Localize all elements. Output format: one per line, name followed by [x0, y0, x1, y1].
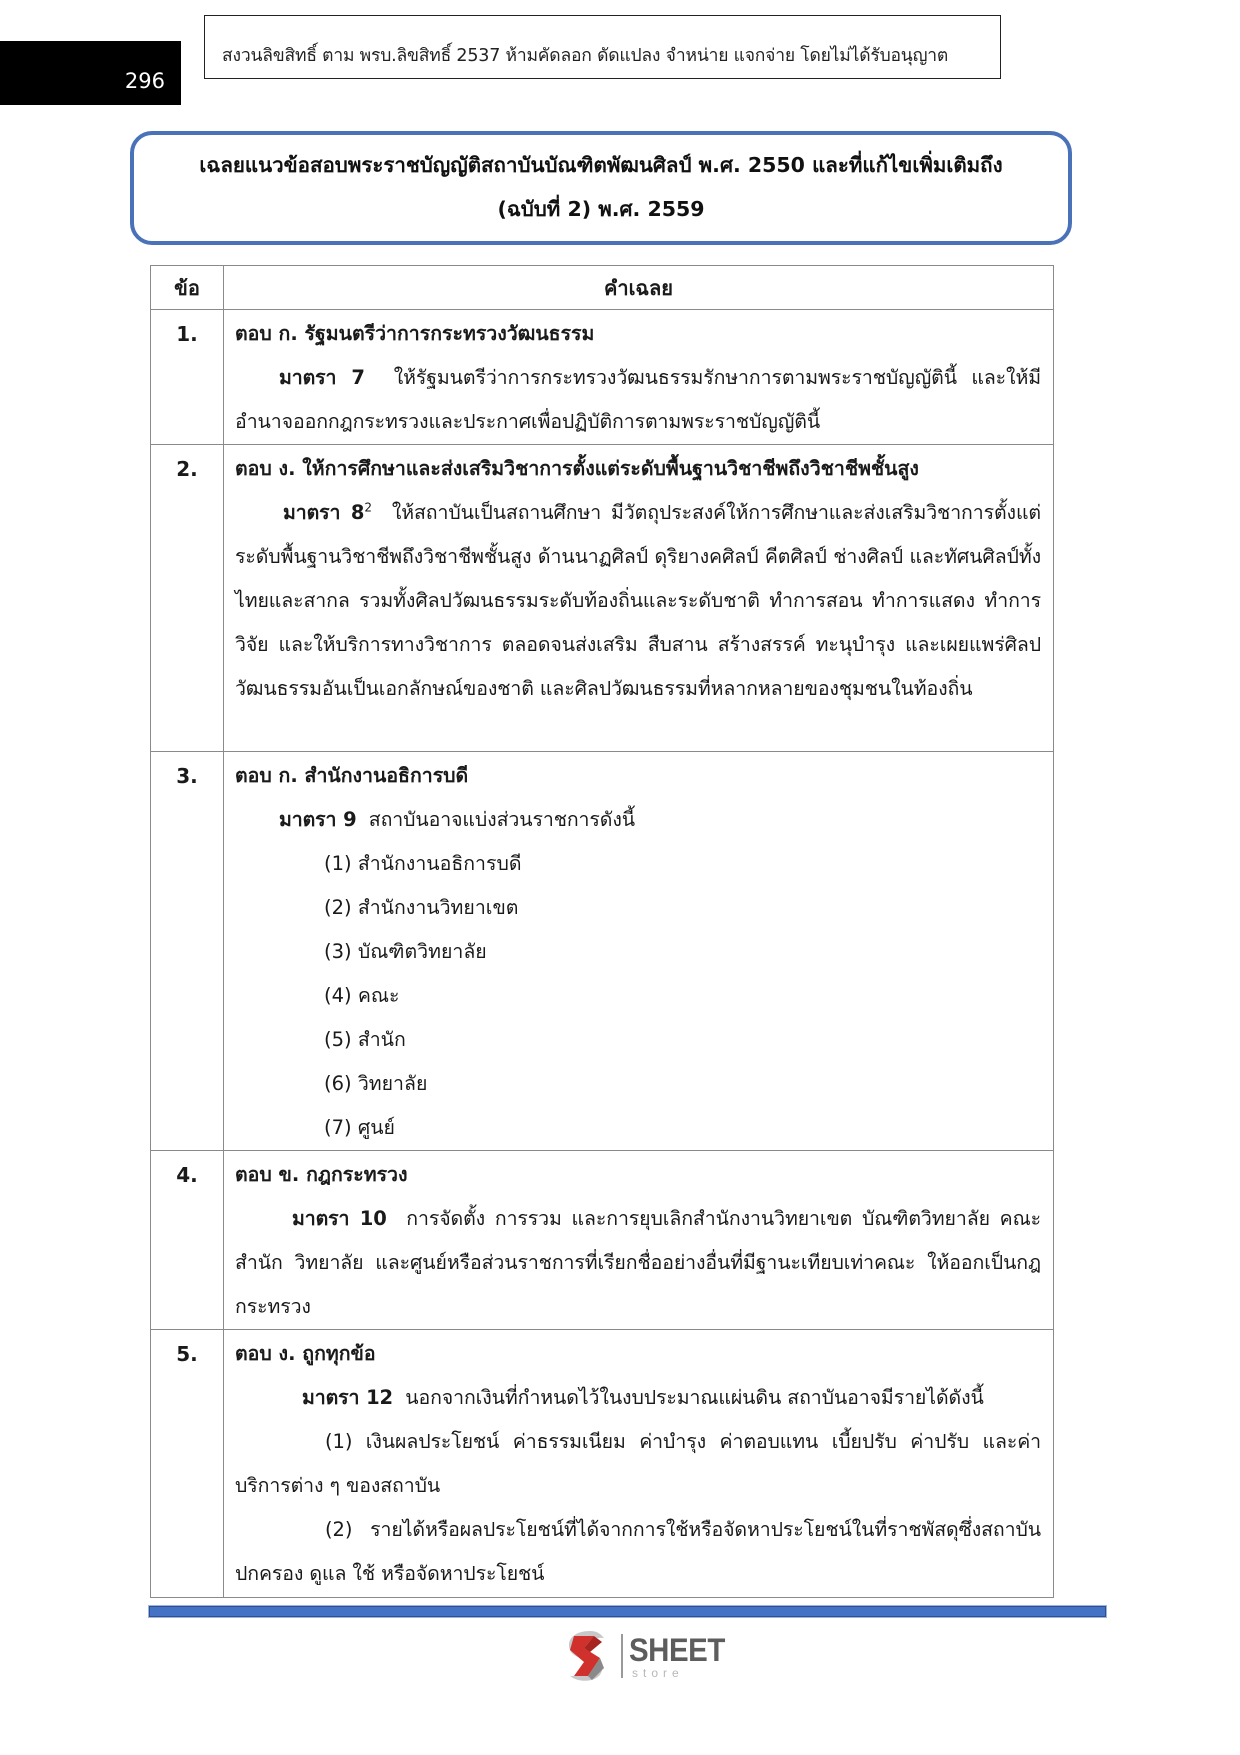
- answer-choice: ตอบ ก. รัฐมนตรีว่าการกระทรวงวัฒนธรรม: [235, 322, 595, 345]
- answer-key-table: [150, 265, 1054, 1598]
- list-item: (6) วิทยาลัย: [324, 1072, 428, 1095]
- explanation-text: การจัดตั้ง การรวม และการยุบเลิกสำนักงานวิทยาเขต บัณฑิตวิทยาลัย คณะ สำนัก วิทยาลัย และศูนย์หรือส่วนราชการที่เรียกชื่ออย่างอื่นที่มีฐานะเทียบเท่าคณะ ให้ออกเป็นกฎกระทรวง: [235, 1207, 1041, 1318]
- page-number-block: [0, 41, 181, 105]
- question-number: 2.: [151, 445, 224, 752]
- explanation-paragraph: [235, 1376, 1041, 1420]
- list-item: (4) คณะ: [324, 984, 400, 1007]
- table-row: [151, 1330, 1054, 1598]
- explanation-text: นอกจากเงินที่กำหนดไว้ในงบประมาณแผ่นดิน สถาบันอาจมีรายได้ดังนี้: [405, 1386, 984, 1409]
- question-number: 4.: [151, 1151, 224, 1330]
- table-header-row: [151, 266, 1054, 310]
- table-row: [151, 752, 1054, 1151]
- sub-paragraph: (1) เงินผลประโยชน์ ค่าธรรมเนียม ค่าบำรุง ค่าตอบแทน เบี้ยปรับ ค่าปรับ และค่าบริการต่าง ๆ ของสถาบัน: [235, 1430, 1041, 1497]
- question-number: 5.: [151, 1330, 224, 1598]
- copyright-notice-box: [204, 15, 1001, 79]
- document-title-line-1: เฉลยแนวข้อสอบพระราชบัญญัติสถาบันบัณฑิตพัฒนศิลป์ พ.ศ. 2550 และที่แก้ไขเพิ่มเติมถึง: [199, 153, 1003, 177]
- explanation-text: สถาบันอาจแบ่งส่วนราชการดังนี้: [368, 808, 635, 831]
- answer-cell: [224, 752, 1054, 1151]
- list-item: (7) ศูนย์: [324, 1116, 395, 1139]
- page-number: 296: [124, 69, 165, 93]
- answer-cell: [224, 310, 1054, 445]
- footnote-marker: 2: [364, 500, 372, 515]
- logo-divider: [621, 1634, 623, 1678]
- answer-cell: [224, 1330, 1054, 1598]
- section-label: มาตรา 12: [302, 1386, 394, 1409]
- answer-choice: ตอบ ง. ถูกทุกข้อ: [235, 1342, 376, 1365]
- column-header-answer: คำเฉลย: [224, 266, 1054, 310]
- column-header-number: ข้อ: [151, 266, 224, 310]
- explanation-text: ให้รัฐมนตรีว่าการกระทรวงวัฒนธรรมรักษาการตามพระราชบัญญัตินี้ และให้มีอำนาจออกกฎกระทรวงและประกาศเพื่อปฏิบัติการตามพระราชบัญญัตินี้: [235, 366, 1041, 433]
- table-row: [151, 445, 1054, 752]
- footer-divider-bar: [149, 1606, 1106, 1617]
- table-row: [151, 1151, 1054, 1330]
- section-label: มาตรา 7: [279, 366, 365, 389]
- list-item: (3) บัณฑิตวิทยาลัย: [324, 940, 487, 963]
- list-item: (1) สำนักงานอธิการบดี: [324, 852, 522, 875]
- explanation-paragraph: [235, 356, 1041, 444]
- sub-paragraph: (2) รายได้หรือผลประโยชน์ที่ได้จากการใช้หรือจัดหาประโยชน์ในที่ราชพัสดุซึ่งสถาบันปกครอง ดูแล ใช้ หรือจัดหาประโยชน์: [235, 1518, 1041, 1585]
- document-title-box: [130, 131, 1072, 245]
- section-label: มาตรา 8: [283, 501, 365, 524]
- question-number: 3.: [151, 752, 224, 1151]
- question-number: 1.: [151, 310, 224, 445]
- answer-choice: ตอบ ก. สำนักงานอธิการบดี: [235, 764, 469, 787]
- document-title-line-2: (ฉบับที่ 2) พ.ศ. 2559: [497, 197, 705, 221]
- explanation-paragraph: [235, 798, 1041, 842]
- table-row: [151, 310, 1054, 445]
- list-item: (2) สำนักงานวิทยาเขต: [324, 896, 519, 919]
- explanation-text: ให้สถาบันเป็นสถานศึกษา มีวัตถุประสงค์ให้การศึกษาและส่งเสริมวิชาการตั้งแต่ระดับพื้นฐานวิชาชีพถึงวิชาชีพชั้นสูง ด้านนาฏศิลป์ ดุริยางคศิลป์ คีตศิลป์ ช่างศิลป์ และทัศนศิลป์ทั้งไทยและสากล รวมทั้งศิลปวัฒนธรรมระดับท้องถิ่นและระดับชาติ ทำการสอน ทำการแสดง ทำการวิจัย และให้บริการทางวิชาการ ตลอดจนส่งเสริม สืบสาน สร้างสรรค์ ทะนุบำรุง และเผยแพร่ศิลปวัฒนธรรมอันเป็นเอกลักษณ์ของชาติ และศิลปวัฒนธรรมที่หลากหลายของชุมชนในท้องถิ่น: [235, 501, 1041, 700]
- logo-wordmark: SHEET: [629, 1632, 725, 1668]
- section-label: มาตรา 10: [292, 1207, 387, 1230]
- sheet-store-logo: [560, 1628, 760, 1688]
- explanation-paragraph: [235, 1197, 1041, 1329]
- answer-cell: [224, 445, 1054, 752]
- answer-choice: ตอบ ง. ให้การศึกษาและส่งเสริมวิชาการตั้งแต่ระดับพื้นฐานวิชาชีพถึงวิชาชีพชั้นสูง: [235, 457, 919, 480]
- list-item: (5) สำนัก: [324, 1028, 406, 1051]
- answer-choice: ตอบ ข. กฎกระทรวง: [235, 1163, 408, 1186]
- copyright-notice: สงวนลิขสิทธิ์ ตาม พรบ.ลิขสิทธิ์ 2537 ห้ามคัดลอก ดัดแปลง จำหน่าย แจกจ่าย โดยไม่ได้รับอนุญาต: [222, 46, 949, 66]
- logo-s-icon: [560, 1628, 616, 1684]
- logo-subtitle: store: [632, 1666, 684, 1680]
- answer-cell: [224, 1151, 1054, 1330]
- explanation-paragraph: [235, 491, 1041, 711]
- section-label: มาตรา 9: [279, 808, 357, 831]
